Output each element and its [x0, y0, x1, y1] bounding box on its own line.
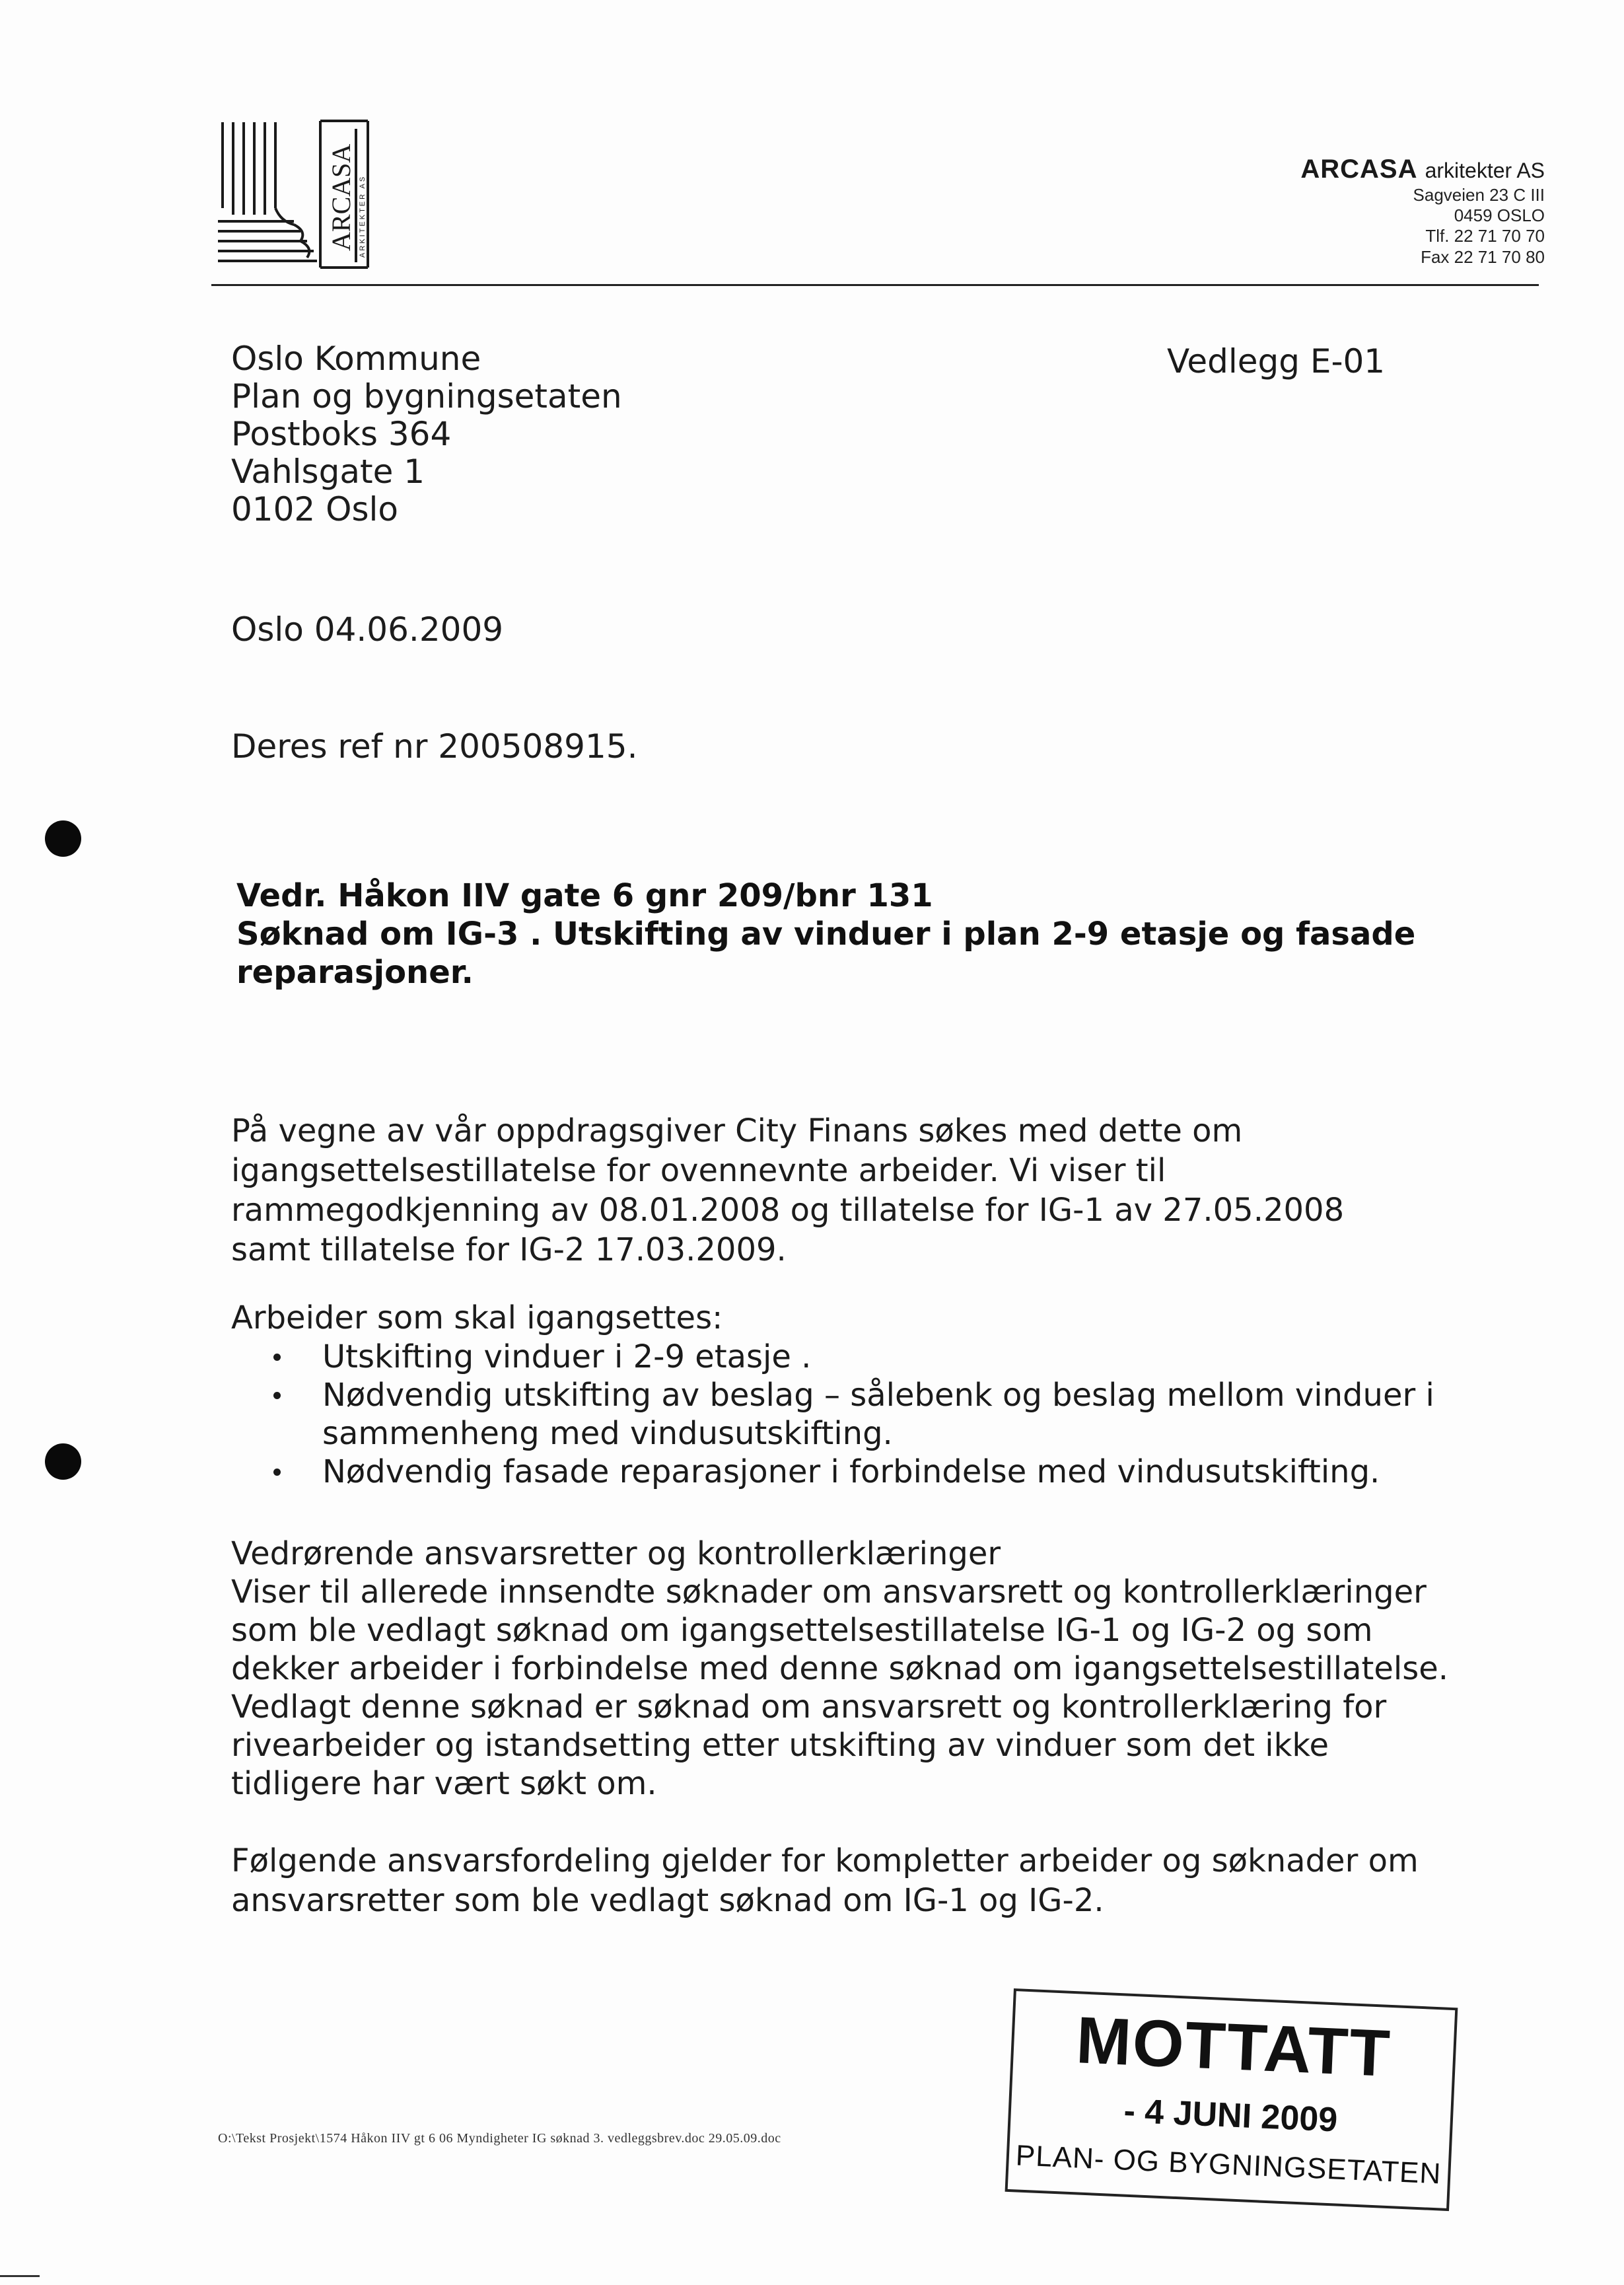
responsibility-paragraph — [231, 1535, 1448, 1803]
stamp-agency: PLAN- OG BYGNINGSETATEN — [1014, 2139, 1442, 2191]
responsibility-line: dekker arbeider i forbindelse med denne søknad om igangsettelsestillatelse. — [231, 1650, 1449, 1687]
company-fax: Fax 22 71 70 80 — [1421, 246, 1545, 267]
responsibility-line: som ble vedlagt søknad om igangsettelsestillatelse IG-1 og IG-2 og som — [231, 1612, 1373, 1649]
distribution-line: ansvarsretter som ble vedlagt søknad om IG-1 og IG-2. — [231, 1882, 1104, 1919]
list-item-text: Nødvendig fasade reparasjoner i forbindelse med vindusutskifting. — [322, 1453, 1380, 1490]
subject-line: Søknad om IG-3 . Utskifting av vinduer i plan 2-9 etasje og fasade — [236, 916, 1416, 953]
subject-block — [236, 877, 1415, 992]
recipient-line: Vahlsgate 1 — [231, 453, 425, 491]
stamp-received: MOTTATT — [1075, 2003, 1393, 2091]
responsibility-line: tidligere har vært søkt om. — [231, 1765, 657, 1802]
company-street: Sagveien 23 C III — [1413, 185, 1545, 205]
intro-line: igangsettelsestillatelse for ovennevnte arbeider. Vi viser til — [231, 1152, 1166, 1189]
company-phone: Tlf. 22 71 70 70 — [1425, 226, 1545, 246]
company-name-line — [1300, 153, 1545, 185]
subject-line: Vedr. Håkon IIV gate 6 gnr 209/bnr 131 — [236, 877, 933, 914]
list-item-text: Nødvendig utskifting av beslag – sålebenk og beslag mellom vinduer i — [322, 1377, 1434, 1414]
letter-date: Oslo 04.06.2009 — [231, 610, 504, 649]
reference-number: Deres ref nr 200508915. — [231, 727, 638, 766]
column-logo-graphic — [215, 116, 373, 271]
company-logo — [215, 116, 373, 271]
list-item — [271, 1453, 1434, 1491]
company-city: 0459 OSLO — [1454, 205, 1545, 226]
scan-edge-mark — [0, 2275, 40, 2277]
list-item-text: sammenheng med vindusutskifting. — [322, 1415, 893, 1452]
logo-wordmark: ARCASA — [326, 143, 356, 251]
recipient-line: 0102 Oslo — [231, 490, 399, 528]
received-stamp — [1005, 1988, 1458, 2211]
subject-line: reparasjoner. — [236, 954, 474, 991]
company-header — [1300, 153, 1545, 268]
logo-subtext: ARKITEKTER AS — [359, 174, 367, 258]
works-heading: Arbeider som skal igangsettes: — [231, 1299, 723, 1336]
header-divider — [211, 284, 1539, 286]
recipient-line: Postboks 364 — [231, 415, 452, 453]
company-suffix: arkitekter AS — [1425, 159, 1545, 182]
recipient-line: Oslo Kommune — [231, 340, 481, 378]
intro-paragraph — [231, 1111, 1344, 1270]
intro-line: På vegne av vår oppdragsgiver City Finans søkes med dette om — [231, 1112, 1243, 1149]
company-name: ARCASA — [1300, 155, 1418, 184]
list-item-text: Utskifting vinduer i 2-9 etasje . — [322, 1338, 812, 1375]
intro-line: rammegodkjenning av 08.01.2008 og tillatelse for IG-1 av 27.05.2008 — [231, 1192, 1345, 1229]
punch-hole-mark — [45, 1443, 81, 1480]
attachment-label: Vedlegg E-01 — [1167, 342, 1386, 381]
responsibility-line: Vedlagt denne søknad er søknad om ansvarsrett og kontrollerklæring for — [231, 1688, 1387, 1725]
list-item — [271, 1376, 1434, 1453]
responsibility-line: rivearbeider og istandsetting etter utskifting av vinduer som det ikke — [231, 1727, 1329, 1764]
intro-line: samt tillatelse for IG-2 17.03.2009. — [231, 1231, 787, 1268]
recipient-address — [231, 340, 622, 528]
list-item — [271, 1338, 1434, 1376]
distribution-paragraph — [231, 1841, 1419, 1920]
works-list — [271, 1338, 1434, 1491]
punch-hole-mark — [45, 820, 81, 857]
recipient-line: Plan og bygningsetaten — [231, 377, 622, 416]
responsibility-line: Viser til allerede innsendte søknader om ansvarsrett og kontrollerklæringer — [231, 1574, 1427, 1611]
footer-file-path: O:\Tekst Prosjekt\1574 Håkon IIV gt 6 06 Myndigheter IG søknad 3. vedleggsbrev.doc 29.05.09.doc — [218, 2131, 781, 2146]
stamp-date: - 4 JUNI 2009 — [1123, 2091, 1339, 2140]
responsibility-line: Vedrørende ansvarsretter og kontrollerklæringer — [231, 1535, 1001, 1572]
distribution-line: Følgende ansvarsfordeling gjelder for kompletter arbeider og søknader om — [231, 1842, 1419, 1879]
